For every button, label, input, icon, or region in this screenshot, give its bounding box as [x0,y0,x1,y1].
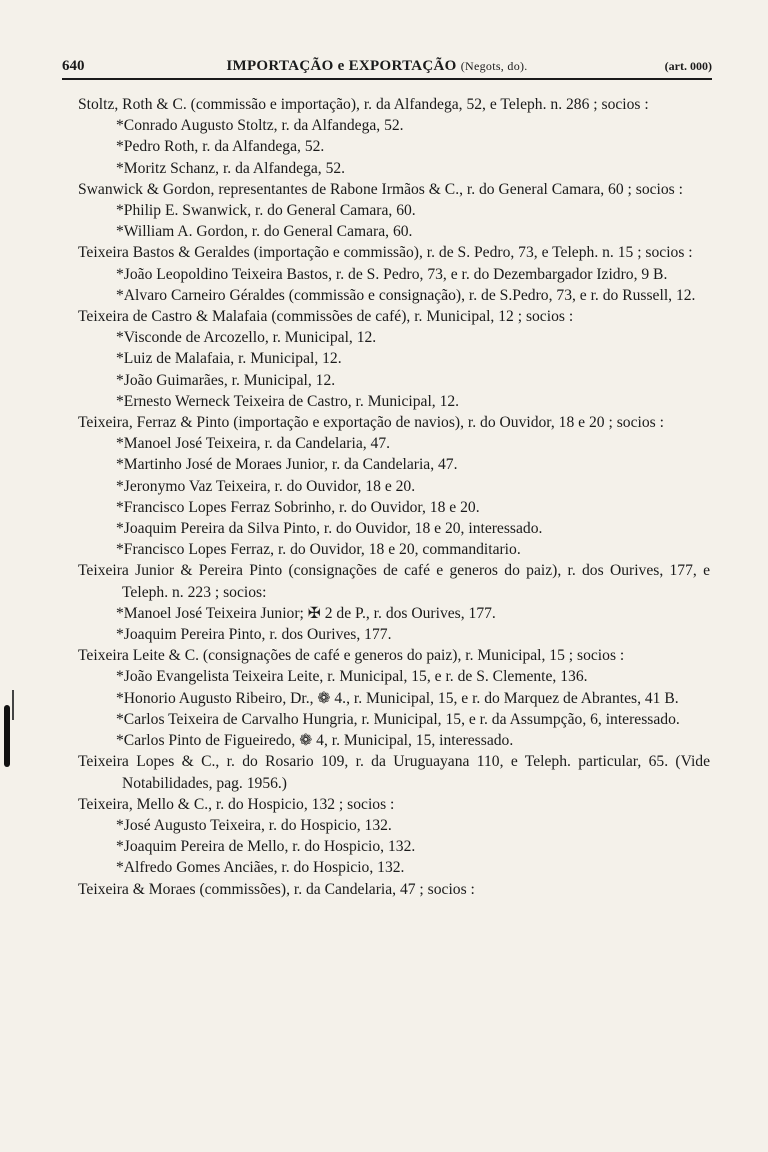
firm-entry: Swanwick & Gordon, representantes de Rabone Irmãos & C., r. do General Camara, 60 ; socios : [78,180,683,198]
partner-line: *Ernesto Werneck Teixeira de Castro, r. Municipal, 12. [116,392,460,410]
firm-entry: Teixeira Leite & C. (consignações de café e generos do paiz), r. Municipal, 15 ; socios : [78,647,625,665]
partner-line: *Alfredo Gomes Anciães, r. do Hospicio, 132. [116,859,405,877]
partner-line: *João Guimarães, r. Municipal, 12. [116,371,336,389]
partner-line: *João Leopoldino Teixeira Bastos, r. de S. Pedro, 73, e r. do Dezembargador Izidro, 9 B. [116,265,668,283]
firm-entry: Teixeira de Castro & Malafaia (commissões de café), r. Municipal, 12 ; socios : [78,308,574,326]
firm-entry: Teixeira Lopes & C., r. do Rosario 109, r. da Uruguayana 110, e Teleph. particular, 65. (Vide Notabilidades, pag. 1956.) [78,753,710,792]
page-number: 640 [62,58,85,74]
partner-line: *Visconde de Arcozello, r. Municipal, 12. [116,329,377,347]
partner-line: *Joaquim Pereira de Mello, r. do Hospicio, 132. [116,838,416,856]
partner-line: *Martinho José de Moraes Junior, r. da Candelaria, 47. [116,456,458,474]
article-ref: (art. 000) [664,59,712,73]
partner-line: *Manoel José Teixeira, r. da Candelaria, 47. [116,435,391,453]
page-title [132,58,622,75]
margin-ink-mark [4,705,10,767]
partner-line: *William A. Gordon, r. do General Camara, 60. [116,223,413,241]
partner-line: *Manoel José Teixeira Junior; ✠ 2 de P., r. dos Ourives, 177. [116,604,496,622]
firm-entry: Teixeira Bastos & Geraldes (importação e commissão), r. de S. Pedro, 73, e Teleph. n. 15 ; socios : [78,244,693,262]
partner-line: *Joaquim Pereira da Silva Pinto, r. do Ouvidor, 18 e 20, interessado. [116,520,543,538]
partner-line: *Jeronymo Vaz Teixeira, r. do Ouvidor, 18 e 20. [116,477,416,495]
firm-entry: Stoltz, Roth & C. (commissão e importação), r. da Alfandega, 52, e Teleph. n. 286 ; socios : [78,96,649,113]
partner-line: *Honorio Augusto Ribeiro, Dr., ❁ 4., r. Municipal, 15, e r. do Marquez de Abrantes, 41 B. [116,689,679,707]
partner-line: *Francisco Lopes Ferraz Sobrinho, r. do Ouvidor, 18 e 20. [116,498,480,516]
partner-line: *Carlos Teixeira de Carvalho Hungria, r. Municipal, 15, e r. da Assumpção, 6, interessado. [116,710,680,728]
partner-line: *Pedro Roth, r. da Alfandega, 52. [116,138,325,156]
partner-line: *Conrado Augusto Stoltz, r. da Alfandega, 52. [116,117,404,135]
running-title-paren: (Negots, do). [460,59,528,73]
entries-column [70,94,710,900]
running-title: IMPORTAÇÃO e EXPORTAÇÃO [226,58,457,74]
partner-line: *Francisco Lopes Ferraz, r. do Ouvidor, 18 e 20, commanditario. [116,541,521,559]
partner-line: *Alvaro Carneiro Géraldes (commissão e consignação), r. de S.Pedro, 73, e r. do Russell, 12. [116,286,696,304]
firm-entry: Teixeira Junior & Pereira Pinto (consignações de café e generos do paiz), r. dos Ourives, 177, e Teleph. n. 223 ; socios: [78,562,710,601]
header-rule [62,78,712,80]
firm-entry: Teixeira & Moraes (commissões), r. da Candelaria, 47 ; socios : [78,880,475,898]
firm-entry: Teixeira, Mello & C., r. do Hospicio, 132 ; socios : [78,795,395,813]
partner-line: *Philip E. Swanwick, r. do General Camara, 60. [116,202,416,220]
partner-line: *Luiz de Malafaia, r. Municipal, 12. [116,350,342,368]
partner-line: *José Augusto Teixeira, r. do Hospicio, 132. [116,816,392,834]
partner-line: *João Evangelista Teixeira Leite, r. Municipal, 15, e r. de S. Clemente, 136. [116,668,588,686]
partner-line: *Joaquim Pereira Pinto, r. dos Ourives, 177. [116,626,392,644]
margin-ink-mark [12,690,14,720]
firm-entry: Teixeira, Ferraz & Pinto (importação e exportação de navios), r. do Ouvidor, 18 e 20 ; socios : [78,414,664,432]
page-header [62,58,712,75]
partner-line: *Moritz Schanz, r. da Alfandega, 52. [116,159,346,177]
partner-line: *Carlos Pinto de Figueiredo, ❁ 4, r. Municipal, 15, interessado. [116,732,514,750]
